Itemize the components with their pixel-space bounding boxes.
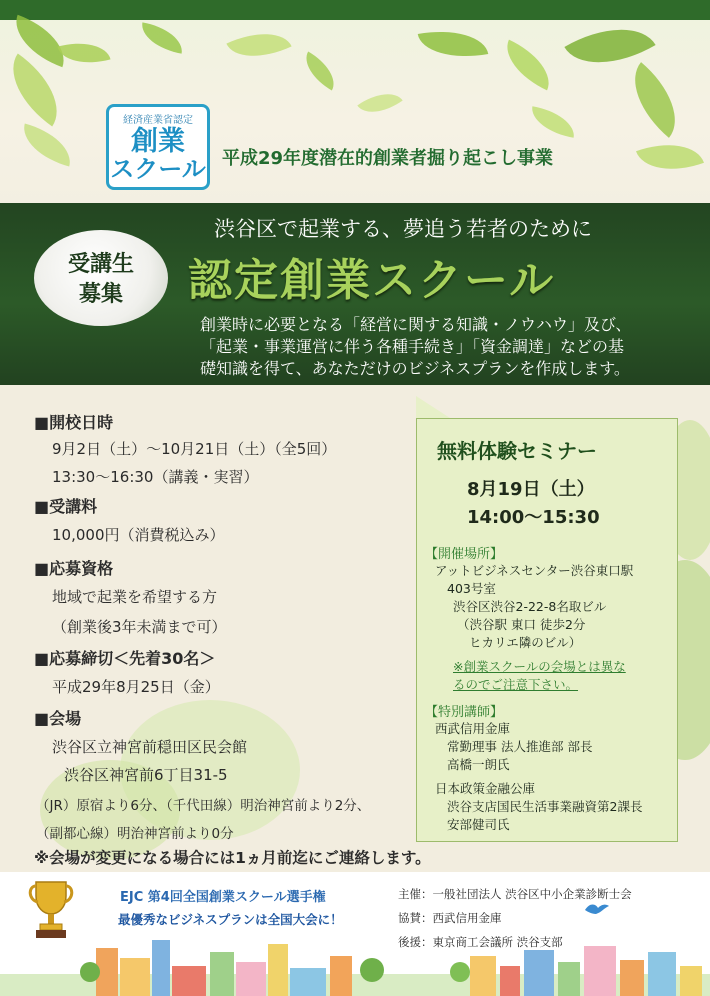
deadline-value: 平成29年8月25日（金） (52, 678, 220, 696)
building (470, 956, 496, 996)
building (524, 950, 554, 996)
sogyo-school-logo (106, 104, 210, 190)
access-line2: （副都心線）明治神宮前より0分 (36, 826, 234, 842)
project-name: 平成29年度潜在的創業者掘り起こし事業 (222, 148, 554, 169)
building (236, 962, 266, 996)
venue-address: 渋谷区神宮前6丁目31-5 (64, 766, 228, 784)
hero-subtitle: 渋谷区で起業する、夢追う若者のために (214, 217, 592, 241)
backing-label: 後援： (398, 935, 433, 949)
tree-icon (80, 962, 100, 982)
ejc-subtitle: 最優秀なビジネスプランは全国大会に！ (118, 912, 343, 927)
opening-time: 13:30～16:30（講義・実習） (52, 468, 259, 486)
building (500, 966, 520, 996)
venue-heading: ■会場 (34, 709, 82, 728)
badge-line1: 受講生 (67, 252, 134, 277)
lecturer1-role: 常勤理事 法人推進部 部長 (447, 739, 593, 754)
footer-banner (0, 872, 710, 996)
seminar-place-heading: 【開催場所】 (425, 547, 504, 562)
building (620, 960, 644, 996)
lecturer2-name: 安部健司氏 (447, 817, 510, 832)
badge-line2: 募集 (78, 282, 123, 307)
building (330, 956, 352, 996)
seminar-place-note-2: るのでご注意下さい。 (453, 677, 579, 692)
seminar-place-note-1: ※創業スクールの会場とは異な (453, 659, 626, 674)
logo-caption: 経済産業省認定 (123, 115, 193, 126)
eligibility-line1: 地域で起業を希望する方 (52, 588, 218, 606)
seminar-place-2: 403号室 (447, 581, 496, 596)
trophy-icon (26, 878, 76, 942)
building (648, 952, 676, 996)
eligibility-heading: ■応募資格 (34, 559, 114, 578)
lecturer-heading: 【特別講師】 (425, 705, 504, 720)
seminar-box-tail (416, 396, 450, 418)
building (172, 966, 206, 996)
lecturer2-org: 日本政策金融公庫 (435, 781, 536, 796)
hero-title: 認定創業スクール (188, 255, 556, 306)
building (268, 944, 288, 996)
building (584, 946, 616, 996)
seminar-place-4: （渋谷駅 東口 徒歩2分 (457, 617, 586, 632)
support-name: 西武信用金庫 (432, 911, 502, 925)
building (152, 940, 170, 996)
tree-icon (360, 958, 384, 982)
building (210, 952, 234, 996)
support-label: 協賛： (398, 911, 433, 925)
venue-name: 渋谷区立神宮前穏田区民会館 (52, 738, 248, 756)
lecturer2-role: 渋谷支店国民生活事業融資第2課長 (447, 799, 643, 814)
backing-name: 東京商工会議所 渋谷支部 (432, 935, 563, 949)
eligibility-line2: （創業後3年未満まで可） (52, 618, 227, 636)
access-line1: （JR）原宿より6分、（千代田線）明治神宮前より2分、 (36, 798, 371, 814)
ejc-title: EJC 第4回全国創業スクール選手権 (120, 890, 326, 905)
top-green-band (0, 0, 710, 20)
building (558, 962, 580, 996)
seminar-time: 14:00～15:30 (467, 507, 600, 528)
hero-desc-line1: 創業時に必要となる「経営に関する知識・ノウハウ」及び、 (200, 315, 632, 334)
fee-heading: ■受講料 (34, 497, 98, 516)
seminar-title: 無料体験セミナー (437, 439, 597, 463)
seminar-place-5: ヒカリエ隣のビル） (469, 635, 582, 650)
hero-desc-line3: 礎知識を得て、あなただけのビジネスプランを作成します。 (200, 359, 630, 378)
seminar-place-1: アットビジネスセンター渋谷東口駅 (435, 563, 634, 578)
fee-value: 10,000円（消費税込み） (52, 526, 225, 544)
logo-text-line2: スクール (110, 155, 206, 183)
opening-heading: ■開校日時 (34, 413, 114, 432)
backing-line (398, 934, 563, 950)
building (290, 968, 326, 996)
bird-icon (584, 900, 610, 916)
opening-dates: 9月2日（土）～10月21日（土）（全5回） (52, 440, 337, 458)
host-name: 一般社団法人 渋谷区中小企業診断士会 (432, 887, 632, 901)
seminar-place-3: 渋谷区渋谷2-22-8名取ビル (453, 599, 607, 614)
venue-change-notice: ※会場が変更になる場合には1ヵ月前迄にご連絡します。 (34, 849, 431, 867)
deadline-heading: ■応募締切＜先着30名＞ (34, 649, 216, 668)
building (120, 958, 150, 996)
lecturer1-org: 西武信用金庫 (435, 721, 511, 736)
lecturer1-name: 高橋一朗氏 (447, 757, 510, 772)
recruit-badge (34, 230, 168, 326)
building (680, 966, 702, 996)
host-label: 主催： (398, 887, 433, 901)
support-line (398, 910, 502, 926)
hero-desc-line2: 「起業・事業運営に伴う各種手続き」「資金調達」などの基 (200, 337, 625, 356)
tree-icon (450, 962, 470, 982)
logo-text-line1: 創業 (131, 126, 185, 157)
seminar-box (416, 418, 678, 842)
seminar-date: 8月19日（土） (467, 479, 595, 500)
